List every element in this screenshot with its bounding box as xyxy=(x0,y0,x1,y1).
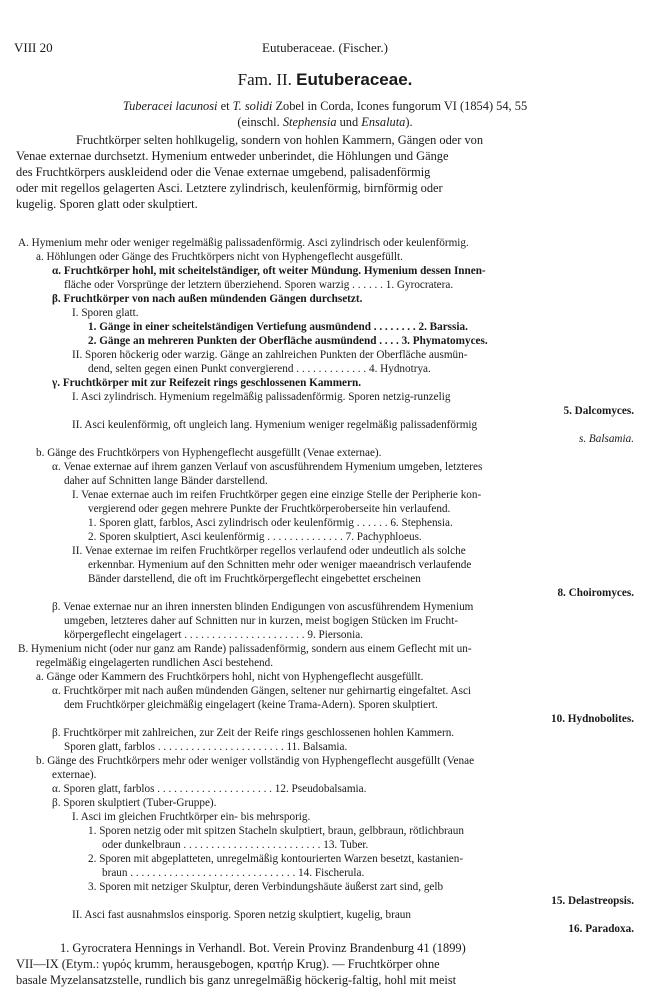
key-line: a. Gänge oder Kammern des Fruchtkörpers hohl, nicht von Hyphengeflecht ausgefüllt. xyxy=(36,671,424,683)
key-line: Bänder darstellend, die oft im Fruchtkörpergeflecht eingebettet erscheinen xyxy=(88,573,421,585)
key-line: α. Venae externae auf ihrem ganzen Verlauf von ascusführendem Hymenium umgeben, letzteres xyxy=(52,461,483,473)
key-line: 3. Sporen mit netziger Skulptur, deren Verbindungshäute äußerst zart sind, gelb xyxy=(88,881,444,893)
entry-line: 1. Gyrocratera Hennings in Verhandl. Bot. Verein Provinz Brandenburg 41 (1899) xyxy=(60,941,466,955)
key-line: körpergeflecht eingelagert . . . . . . . . . . . . . . . . . . . . . . 9. Piersonia. xyxy=(64,629,363,641)
key-line: α. Fruchtkörper mit nach außen mündenden Gängen, seltener nur gehirnartig eingefaltet. Asci xyxy=(52,685,472,697)
key-line: 1. Sporen netzig oder mit spitzen Stacheln skulptiert, braun, gelbbraun, rötlichbraun xyxy=(88,825,464,837)
synonym-italic: Stephensia xyxy=(282,115,337,129)
key-line: 2. Gänge an mehreren Punkten der Oberfläche ausmündend . . . . 3. Phymatomyces. xyxy=(88,335,488,347)
description-line: kugelig. Sporen glatt oder skulptiert. xyxy=(16,197,198,211)
key-line: β. Fruchtkörper mit zahlreichen, zur Zeit der Reife rings geschlossenen hohlen Kammern. xyxy=(52,727,455,739)
key-line: erkennbar. Hymenium auf den Schnitten mehr oder weniger maeandrisch verlaufende xyxy=(88,559,472,571)
synonym-italic: Tuberacei lacunosi xyxy=(122,99,218,113)
key-line xyxy=(72,922,634,936)
synonym-text: et xyxy=(217,99,233,113)
key-line: Sporen glatt, farblos . . . . . . . . . . . . . . . . . . . . . . . 11. Balsamia. xyxy=(64,741,348,753)
entry-line: VII—IX (Etym.: γυρός krumm, herausgebogen, κρατήρ Krug). — Fruchtkörper ohne xyxy=(16,957,440,971)
key-line: β. Sporen skulptiert (Tuber-Gruppe). xyxy=(52,797,217,809)
key-line: β. Venae externae nur an ihren innersten blinden Endigungen von ascusführendem Hymenium xyxy=(52,601,474,613)
genus-name: 8. Choiromyces. xyxy=(554,586,634,600)
key-line xyxy=(72,404,634,418)
description-line: oder mit regellos gelagerten Asci. Letztere zylindrisch, keulenförmig, birnförmig oder xyxy=(16,181,443,195)
key-line: 1. Gänge in einer scheitelständigen Vertiefung ausmündend . . . . . . . . 2. Barssia. xyxy=(88,321,468,333)
key-line: regelmäßig eingelagerten rundlichen Asci bestehend. xyxy=(36,657,274,669)
description-line: des Fruchtkörpers auskleidend oder die Venae externae umgebend, palisadenförmig xyxy=(16,165,431,179)
genus-name: 5. Dalcomyces. xyxy=(560,404,634,418)
key-line: II. Asci fast ausnahmslos einsporig. Sporen netzig skulptiert, kugelig, braun xyxy=(72,909,411,921)
family-heading xyxy=(0,70,650,90)
genus-name: 16. Paradoxa. xyxy=(565,922,634,936)
key-line: umgeben, letzteres daher auf Schnitten nur in kurzen, meist bogigen Stücken im Frucht- xyxy=(64,615,458,627)
key-line: γ. Fruchtkörper mit zur Reifezeit rings geschlossenen Kammern. xyxy=(52,377,361,389)
synonym-text: (einschl. xyxy=(237,115,283,129)
key-line: β. Fruchtkörper von nach außen mündenden Gängen durchsetzt. xyxy=(52,293,363,305)
entry-line: basale Myzelansatzstelle, rundlich bis ganz unregelmäßig höckerig-faltig, hohl mit meist xyxy=(16,973,457,987)
key-line: dem Fruchtkörper gleichmäßig eingelagert (keine Trama-Adern). Sporen skulptiert. xyxy=(64,699,438,711)
key-line xyxy=(88,894,634,908)
genus-name: 15. Delastreopsis. xyxy=(548,894,634,908)
key-line: B. Hymenium nicht (oder nur ganz am Rande) palissadenförmig, sondern aus einem Geflecht mit un- xyxy=(18,643,472,655)
description-line: Fruchtkörper selten hohlkugelig, sondern von hohlen Kammern, Gängen oder von xyxy=(76,133,484,147)
family-prefix: Fam. II. xyxy=(237,70,292,89)
key-line: I. Asci im gleichen Fruchtkörper ein- bis mehrsporig. xyxy=(72,811,311,823)
key-line: 1. Sporen glatt, farblos, Asci zylindrisch oder keulenförmig . . . . . . 6. Stephensia. xyxy=(88,517,453,529)
synonym-text: Zobel in Corda, Icones fungorum VI (1854) 54, 55 xyxy=(272,99,528,113)
description-line: Venae externae durchsetzt. Hymenium entweder unberindet, die Höhlungen und Gänge xyxy=(16,149,449,163)
family-name: Eutuberaceae. xyxy=(296,70,413,89)
key-line: 2. Sporen skulptiert, Asci keulenförmig . . . . . . . . . . . . . . 7. Pachyphloeus. xyxy=(88,531,422,543)
key-line: II. Venae externae im reifen Fruchtkörper regellos verlaufend oder undeutlich als solche xyxy=(72,545,466,557)
genus-name: 10. Hydnobolites. xyxy=(548,712,634,726)
key-line: I. Sporen glatt. xyxy=(72,307,139,319)
key-line: externae). xyxy=(52,769,97,781)
key-line: α. Fruchtkörper hohl, mit scheitelständiger, oft weiter Mündung. Hymenium dessen Innen- xyxy=(52,265,486,277)
key-line: fläche oder Vorsprünge der letztern überziehend. Sporen warzig . . . . . . 1. Gyrocratera. xyxy=(64,279,454,291)
key-line xyxy=(72,432,634,446)
synonym-italic: T. solidi xyxy=(232,99,273,113)
key-line: II. Asci keulenförmig, oft ungleich lang. Hymenium weniger regelmäßig palissadenförmig xyxy=(72,419,478,431)
key-line: A. Hymenium mehr oder weniger regelmäßig palissadenförmig. Asci zylindrisch oder keulenförmig. xyxy=(18,237,469,249)
key-line: α. Sporen glatt, farblos . . . . . . . . . . . . . . . . . . . . . 12. Pseudobalsamia. xyxy=(52,783,367,795)
key-line xyxy=(64,712,634,726)
page-header xyxy=(14,40,636,56)
key-line: 2. Sporen mit abgeplatteten, unregelmäßig kontourierten Warzen besetzt, kastanien- xyxy=(88,853,464,865)
key-line: dend, selten gegen einen Punkt convergierend . . . . . . . . . . . . . 4. Hydnotrya. xyxy=(88,363,431,375)
key-line: vergierend oder gegen mehrere Punkte der Fruchtkörperoberseite hin verlaufend. xyxy=(88,503,451,515)
synonym-text: ). xyxy=(405,115,413,129)
key-line: a. Höhlungen oder Gänge des Fruchtkörpers nicht von Hyphengeflecht ausgefüllt. xyxy=(36,251,403,263)
key-line: oder dunkelbraun . . . . . . . . . . . . . . . . . . . . . . . . . 13. Tuber. xyxy=(102,839,369,851)
page-number: VIII 20 xyxy=(14,40,53,55)
synonym-line xyxy=(16,98,634,114)
key-line xyxy=(72,586,634,600)
key-line: braun . . . . . . . . . . . . . . . . . . . . . . . . . . . . . . 14. Fischerula. xyxy=(102,867,365,879)
genus-name: s. Balsamia. xyxy=(576,432,634,446)
key-line: I. Asci zylindrisch. Hymenium regelmäßig palissadenförmig. Sporen netzig-runzelig xyxy=(72,391,451,403)
key-line: b. Gänge des Fruchtkörpers von Hyphengeflecht ausgefüllt (Venae externae). xyxy=(36,447,382,459)
running-head: Eutuberaceae. (Fischer.) xyxy=(262,40,388,55)
key-line: b. Gänge des Fruchtkörpers mehr oder weniger vollständig von Hyphengeflecht ausgefüllt (Venae xyxy=(36,755,475,767)
key-line: I. Venae externae auch im reifen Fruchtkörper gegen eine einzige Stelle der Peripherie kon- xyxy=(72,489,482,501)
synonym-line xyxy=(16,114,634,130)
key-line: daher auf Schnitten lange Bänder darstellend. xyxy=(64,475,268,487)
synonym-italic: Ensaluta xyxy=(361,115,406,129)
key-line: II. Sporen höckerig oder warzig. Gänge an zahlreichen Punkten der Oberfläche ausmün- xyxy=(72,349,468,361)
synonym-text: und xyxy=(336,115,362,129)
